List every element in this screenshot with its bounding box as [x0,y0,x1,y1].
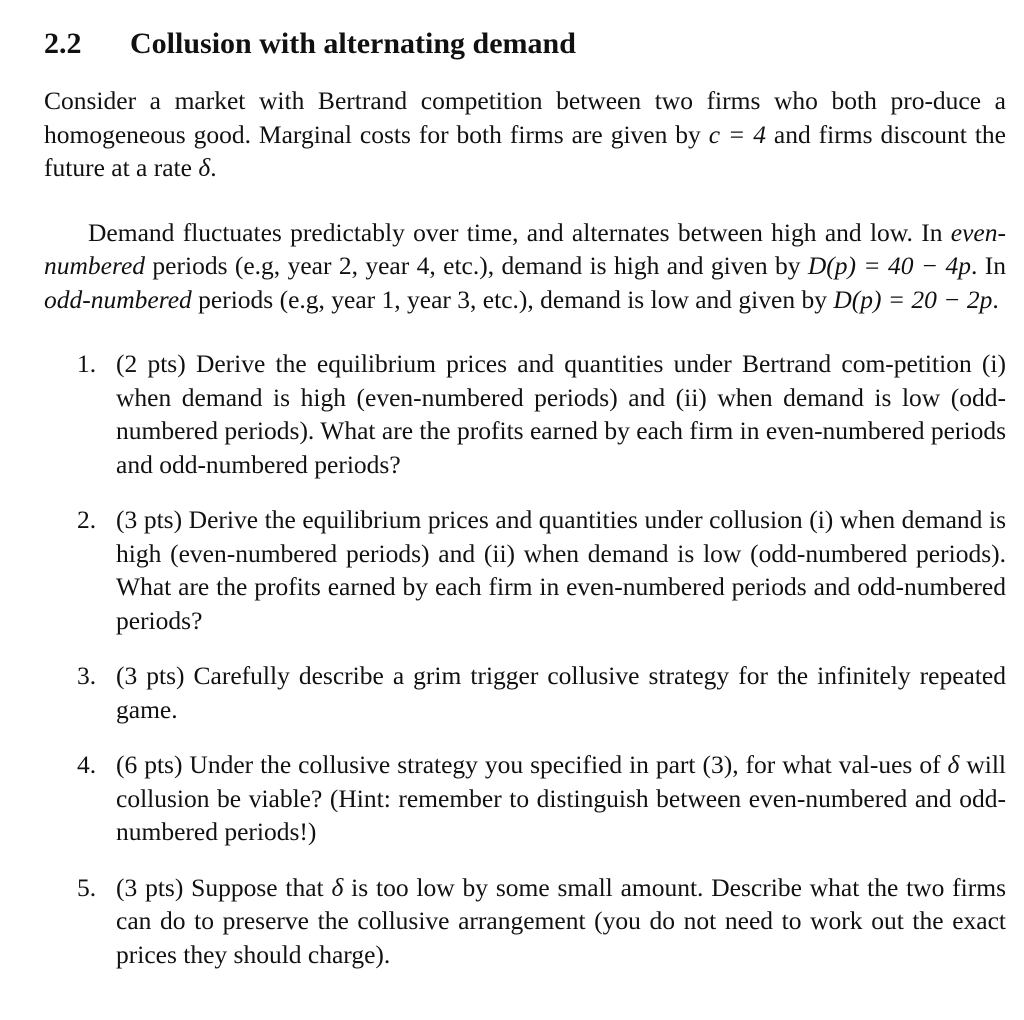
question-text: (2 pts) Derive the equilibrium prices and quantities under Bertrand com-petition (i) when demand is high (even-numbered periods) and (ii) when demand is low (odd-numbered periods). What are the profits earned by each firm in even-numbered periods and odd-numbered periods? [116,349,1006,479]
demand-text-3: . In [970,251,1006,280]
discount-rate-symbol: δ [198,153,211,182]
high-demand-equation: D(p) = 40 − 4p [807,251,971,280]
question-text-part: (6 pts) Under the collusive strategy you specified in part (3), for what val-ues of [116,750,948,779]
question-text: (3 pts) Derive the equilibrium prices and quantities under collusion (i) when demand is high (even-numbered periods) and (ii) when demand is low (odd-numbered periods). What are the profits earned by each firm in even-numbered periods and odd-numbered periods? [116,505,1006,635]
even-numbered-label: even-numbered [44,217,1006,280]
odd-numbered-label: odd-numbered [44,284,192,314]
question-item [44,503,1006,637]
question-text-part: will collusion be viable? (Hint: remember to distinguish between even-numbered and odd-numbered periods!) [116,750,1006,846]
section-title: Collusion with alternating demand [130,27,576,60]
demand-text-1: Demand fluctuates predictably over time, and alternates between high and low. In [88,217,951,247]
low-demand-equation: D(p) = 20 − 2p [833,284,993,314]
demand-paragraph [44,216,1006,317]
question-text-part: (3 pts) Suppose that [116,872,332,902]
paragraph-spacer [44,185,1006,216]
intro-text-1: Consider a market with Bertrand competition between two firms who both pro-duce a homogeneous good. Marginal costs for both firms are given by [44,86,1006,149]
discount-rate-symbol: δ [947,750,960,779]
question-text-part: is too low by some small amount. Describe what the two firms can do to preserve the collusive arrangement (you do not need to work out the exact prices they should charge). [116,872,1006,969]
question-number: 2. [77,505,97,534]
question-number: 3. [77,661,97,690]
question-number: 1. [77,349,97,378]
document-page [44,24,1006,993]
intro-text-2: and firms discount the future at a rate [44,119,1006,182]
discount-rate-symbol: δ [331,872,344,902]
intro-paragraph [44,84,1006,185]
question-text [116,748,1006,849]
demand-text-4: periods (e.g, year 1, year 3, etc.), demand is low and given by [191,284,834,314]
marginal-cost-equation: c = 4 [708,119,766,149]
question-item [44,347,1006,481]
question-item [44,659,1006,726]
paragraph-spacer [44,316,1006,347]
section-heading [44,24,1006,64]
section-number: 2.2 [44,27,82,60]
question-text [116,871,1006,972]
demand-text-end: . [992,284,999,314]
demand-text-2: periods (e.g, year 2, year 4, etc.), demand is high and given by [145,251,808,280]
intro-text-end: . [210,153,217,182]
question-item [44,748,1006,849]
question-number: 5. [77,872,97,902]
question-text: (3 pts) Carefully describe a grim trigger collusive strategy for the infinitely repeated game. [116,661,1006,724]
question-item [44,871,1006,972]
question-list [44,347,1006,971]
question-number: 4. [77,750,97,779]
